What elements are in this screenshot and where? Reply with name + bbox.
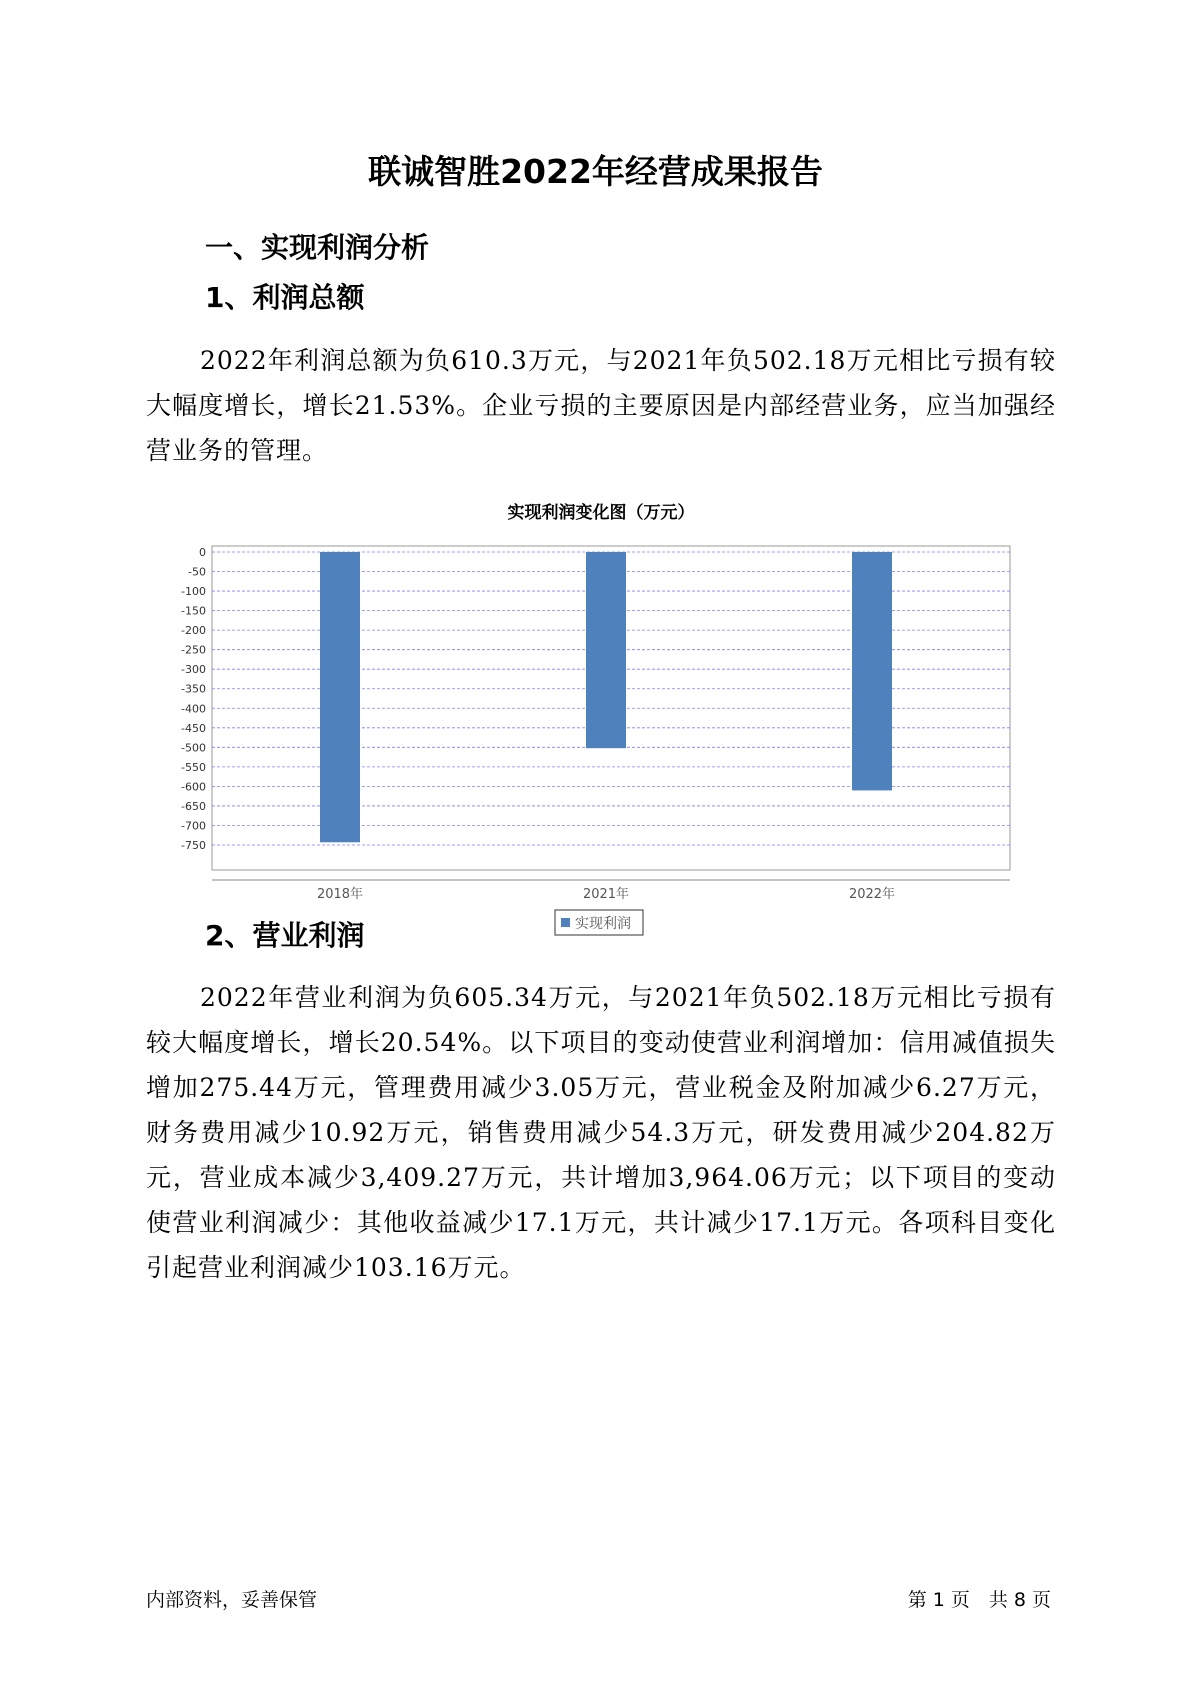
y-tick-label: -400	[181, 702, 206, 716]
x-tick-label: 2021年	[582, 887, 630, 902]
page-total: 8	[1013, 1589, 1026, 1611]
page-prefix: 第	[907, 1589, 927, 1611]
legend-swatch	[561, 918, 570, 927]
bar-2022年	[852, 552, 892, 790]
footer-confidential-note: 内部资料，妥善保管	[146, 1589, 318, 1611]
x-tick-label: 2018年	[316, 887, 364, 902]
y-tick-label: -50	[188, 565, 206, 579]
y-tick-label: -250	[181, 643, 206, 657]
section-heading: 一、实现利润分析	[205, 231, 430, 264]
bar-2018年	[320, 552, 360, 842]
chart-title: 实现利润变化图（万元）	[507, 503, 695, 523]
x-tick-label: 2022年	[848, 887, 896, 902]
y-tick-label: -500	[181, 741, 206, 755]
footer-page-number	[905, 1585, 1054, 1612]
subsection-heading-profit-total: 1、利润总额	[205, 281, 365, 314]
y-tick-label: -450	[181, 721, 206, 735]
x-axis-labels	[317, 886, 895, 902]
bar-2021年	[586, 552, 626, 748]
page-title: 联诚智胜2022年经营成果报告	[368, 152, 823, 191]
paragraph-operating-profit: 2022年营业利润为负605.34万元，与2021年负502.18万元相比亏损有较大幅度增长，增长20.54%。以下项目的变动使营业利润增加：信用减值损失增加275.44万元，管理费用减少3.05万元，营业税金及附加减少6.27万元，财务费用减少10.92万元，销售费用减少54.3万元，研发费用减少204.82万元，营业成本减少3,409.27万元，共计增加3,964.06万元；以下项目的变动使营业利润减少：其他收益减少17.1万元，共计减少17.1万元。各项科目变化引起营业利润减少103.16万元。	[146, 983, 1056, 1282]
y-tick-label: -700	[181, 819, 206, 833]
y-tick-label: -750	[181, 839, 206, 852]
y-tick-label: -150	[181, 604, 206, 618]
y-tick-label: -600	[181, 780, 206, 794]
legend-label: 实现利润	[575, 916, 631, 932]
legend	[555, 910, 643, 935]
subsection-heading-operating-profit: 2、营业利润	[205, 919, 365, 952]
profit-chart-svg	[150, 496, 1030, 956]
paragraph-profit-total: 2022年利润总额为负610.3万元，与2021年负502.18万元相比亏损有较大幅度增长，增长21.53%。企业亏损的主要原因是内部经营业务，应当加强经营业务的管理。	[146, 346, 1056, 465]
y-tick-label: -300	[181, 663, 206, 677]
y-tick-label: -550	[181, 760, 206, 774]
y-axis-ticks	[181, 546, 206, 852]
y-tick-label: 0	[199, 546, 206, 559]
profit-chart	[150, 496, 1030, 956]
page-middle: 页 共	[950, 1589, 1008, 1611]
y-tick-label: -650	[181, 799, 206, 813]
y-tick-label: -100	[181, 585, 206, 599]
page-current: 1	[932, 1589, 945, 1611]
y-tick-label: -350	[181, 682, 206, 696]
y-tick-label: -200	[181, 624, 206, 638]
page-suffix: 页	[1031, 1589, 1051, 1611]
